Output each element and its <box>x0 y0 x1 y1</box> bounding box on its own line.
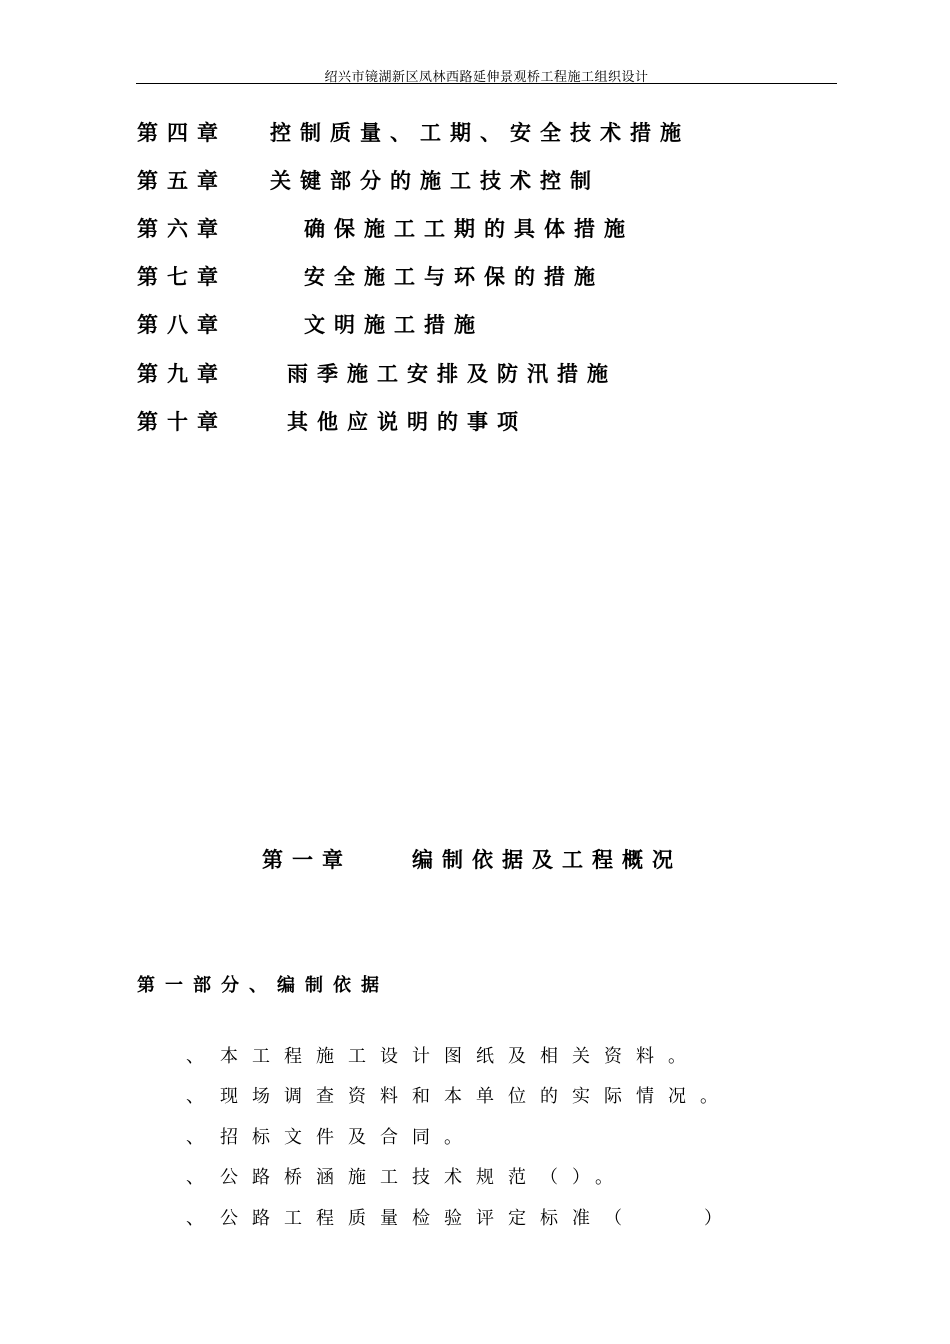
chapter-one-number: 第一章 <box>262 847 352 872</box>
list-item-marker: 、 <box>186 1127 218 1148</box>
toc-chapter-number: 第九章 <box>137 361 227 386</box>
toc-chapter-title: 安全施工与环保的措施 <box>304 264 604 289</box>
list-item-closing-paren: ） <box>704 1208 736 1229</box>
list-item-text: 公路桥涵施工技术规范（）。 <box>220 1167 627 1188</box>
list-item-text: 公路工程质量检验评定标准（ <box>220 1208 636 1229</box>
list-item-text: 现场调查资料和本单位的实际情况。 <box>220 1086 732 1107</box>
toc-chapter-title: 关键部分的施工技术控制 <box>270 168 600 193</box>
toc-chapter-number: 第七章 <box>137 264 227 289</box>
list-item-marker: 、 <box>186 1046 218 1067</box>
chapter-one-title: 编制依据及工程概况 <box>412 847 682 872</box>
list-item-marker: 、 <box>186 1086 218 1107</box>
header-rule <box>136 83 837 84</box>
list-item-text: 本工程施工设计图纸及相关资料。 <box>220 1046 700 1067</box>
toc-chapter-number: 第十章 <box>137 409 227 434</box>
list-item-marker: 、 <box>186 1167 218 1188</box>
toc-chapter-title: 确保施工工期的具体措施 <box>304 216 634 241</box>
toc-chapter-title: 文明施工措施 <box>304 312 484 337</box>
list-item-text: 招标文件及合同。 <box>220 1127 476 1148</box>
part-one-heading: 第一部分、编制依据 <box>137 975 389 996</box>
toc-chapter-number: 第四章 <box>137 120 227 145</box>
toc-chapter-number: 第八章 <box>137 312 227 337</box>
list-item-marker: 、 <box>186 1208 218 1229</box>
page-header-title: 绍兴市镜湖新区凤林西路延伸景观桥工程施工组织设计 <box>324 70 649 85</box>
toc-chapter-title: 雨季施工安排及防汛措施 <box>287 361 617 386</box>
toc-chapter-number: 第五章 <box>137 168 227 193</box>
toc-chapter-title: 其他应说明的事项 <box>287 409 527 434</box>
toc-chapter-number: 第六章 <box>137 216 227 241</box>
toc-chapter-title: 控制质量、工期、安全技术措施 <box>270 120 690 145</box>
